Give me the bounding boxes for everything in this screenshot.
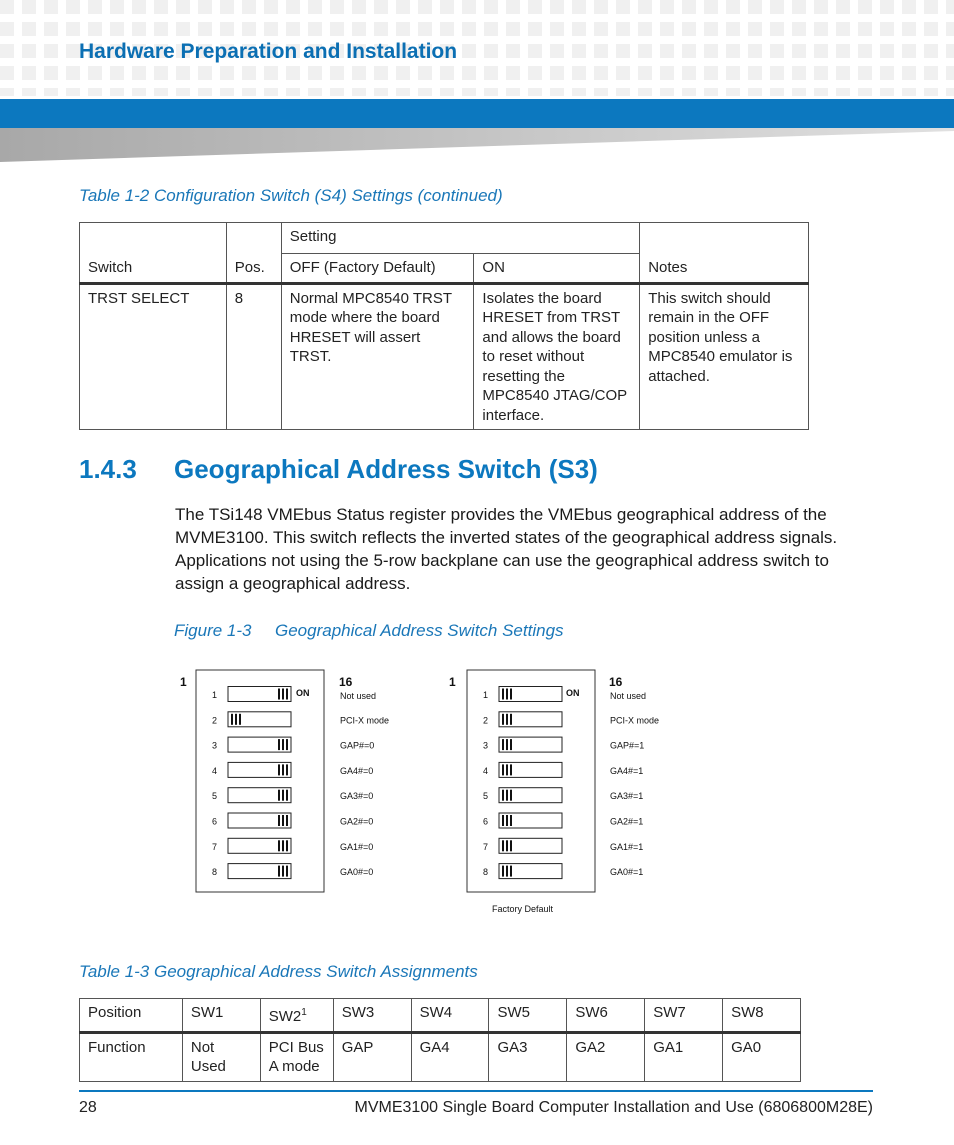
left-switch-slider[interactable] <box>228 788 291 803</box>
hdr-sw3: SW3 <box>333 999 411 1033</box>
sw2-footnote-ref[interactable]: 1 <box>301 1007 307 1018</box>
cell-sw3: GAP <box>333 1032 411 1081</box>
left-switch-number: 2 <box>212 715 218 726</box>
header-switch: Switch <box>80 223 227 284</box>
left-switch-number: 4 <box>212 765 218 776</box>
document-title: MVME3100 Single Board Computer Installation and Use (6806800M28E) <box>354 1099 873 1116</box>
right-switch-slider[interactable] <box>499 813 562 828</box>
left-switch-number: 1 <box>212 690 218 700</box>
right-switch-label: GA2#=1 <box>610 816 644 827</box>
right-switch-number: 2 <box>483 715 489 726</box>
cell-on: Isolates the board HRESET from TRST and allows the board to reset without resetting the MPC8540 JTAG/COP interface. <box>474 283 640 430</box>
right-switch-label: PCI-X mode <box>610 715 660 726</box>
cell-sw4: GA4 <box>411 1032 489 1081</box>
hdr-sw2 <box>260 999 333 1033</box>
cell-sw7: GA1 <box>645 1032 723 1081</box>
left-switch-label: Not used <box>340 691 377 701</box>
left-pin-first: 1 <box>180 675 187 689</box>
right-switch-number: 4 <box>483 765 489 776</box>
left-switch-body <box>196 670 324 892</box>
geographical-switch-figure <box>0 660 954 920</box>
header-pos: Pos. <box>226 223 281 284</box>
table-header-row <box>80 999 801 1033</box>
right-on-label: ON <box>566 688 580 698</box>
header-notes: Notes <box>640 223 809 284</box>
right-switch-label: GAP#=1 <box>610 740 645 751</box>
page-header-title: Hardware Preparation and Installation <box>79 40 458 63</box>
hdr-sw5: SW5 <box>489 999 567 1033</box>
left-switch-number: 7 <box>212 841 218 852</box>
left-pin-last: 16 <box>339 675 353 689</box>
right-switch-slider[interactable] <box>499 687 562 702</box>
right-switch-number: 6 <box>483 816 489 827</box>
hdr-sw1: SW1 <box>182 999 260 1033</box>
right-switch-slider[interactable] <box>499 712 562 727</box>
table-row <box>80 1032 801 1081</box>
right-switch-label: GA3#=1 <box>610 791 644 802</box>
right-switch-number: 8 <box>483 867 489 878</box>
header-blue-band <box>0 99 954 128</box>
left-switch-slider[interactable] <box>228 687 291 702</box>
cell-sw2: PCI Bus A mode <box>260 1032 333 1081</box>
right-switch-slider[interactable] <box>499 788 562 803</box>
footer-rule <box>79 1090 873 1092</box>
left-switch-slider[interactable] <box>228 838 291 853</box>
left-switch-slider[interactable] <box>228 712 291 727</box>
left-switch-slider[interactable] <box>228 737 291 752</box>
right-switch-number: 3 <box>483 740 489 751</box>
cell-sw8: GA0 <box>723 1032 801 1081</box>
figure-title: Geographical Address Switch Settings <box>275 621 564 640</box>
right-switch-slider[interactable] <box>499 762 562 777</box>
section-number: 1.4.3 <box>79 454 137 484</box>
left-switch-number: 6 <box>212 816 218 827</box>
table-row <box>80 283 809 430</box>
cell-switch: TRST SELECT <box>80 283 227 430</box>
right-switch-label: Not used <box>610 691 647 701</box>
cell-pos: 8 <box>226 283 281 430</box>
table-1-3 <box>79 998 801 1082</box>
header-gray-wedge <box>0 128 954 164</box>
header-setting: Setting <box>281 223 639 254</box>
right-pin-first: 1 <box>449 675 456 689</box>
right-switch-slider[interactable] <box>499 737 562 752</box>
left-switch-label: GA2#=0 <box>340 816 374 827</box>
left-switch-label: GA1#=0 <box>340 841 374 852</box>
left-on-label: ON <box>296 688 310 698</box>
hdr-sw2-label: SW2 <box>268 1008 302 1025</box>
hdr-position: Position <box>80 999 183 1033</box>
left-switch-slider[interactable] <box>228 762 291 777</box>
right-switch-label: GA4#=1 <box>610 765 644 776</box>
hdr-sw6: SW6 <box>567 999 645 1033</box>
left-switch-label: GA4#=0 <box>340 765 374 776</box>
left-switch-slider[interactable] <box>228 813 291 828</box>
header-off: OFF (Factory Default) <box>281 254 474 284</box>
right-switch-body <box>467 670 595 892</box>
left-switch-number: 8 <box>212 867 218 878</box>
left-switch-label: GA0#=0 <box>340 867 374 878</box>
section-paragraph: The TSi148 VMEbus Status register provides the VMEbus geographical address of the MVME3100. This switch reflects the inverted states of the geographical address signals. Applications not using the 5-row backplane can use the geographical address switch to assign a geographical address. <box>175 505 838 593</box>
header-on: ON <box>474 254 640 284</box>
left-switch-label: GAP#=0 <box>340 740 375 751</box>
right-factory-default-caption: Factory Default <box>492 904 554 914</box>
right-switch-label: GA1#=1 <box>610 841 644 852</box>
hdr-sw4: SW4 <box>411 999 489 1033</box>
cell-function: Function <box>80 1032 183 1081</box>
cell-sw5: GA3 <box>489 1032 567 1081</box>
left-switch-label: GA3#=0 <box>340 791 374 802</box>
section-title: Geographical Address Switch (S3) <box>174 454 598 484</box>
right-switch-slider[interactable] <box>499 864 562 879</box>
right-switch-number: 7 <box>483 841 489 852</box>
right-switch-slider[interactable] <box>499 838 562 853</box>
left-switch-slider[interactable] <box>228 864 291 879</box>
page-number: 28 <box>79 1099 97 1116</box>
figure-label: Figure 1-3 <box>174 621 252 640</box>
right-switch-number: 1 <box>483 690 489 700</box>
cell-off: Normal MPC8540 TRST mode where the board HRESET will assert TRST. <box>281 283 474 430</box>
left-switch-number: 3 <box>212 740 218 751</box>
left-switch-label: PCI-X mode <box>340 715 390 726</box>
table-1-2-caption: Table 1-2 Configuration Switch (S4) Settings (continued) <box>79 186 503 205</box>
hdr-sw8: SW8 <box>723 999 801 1033</box>
cell-sw6: GA2 <box>567 1032 645 1081</box>
hdr-sw7: SW7 <box>645 999 723 1033</box>
left-switch-number: 5 <box>212 791 218 802</box>
cell-notes: This switch should remain in the OFF position unless a MPC8540 emulator is attached. <box>640 283 809 430</box>
cell-sw1: Not Used <box>182 1032 260 1081</box>
right-switch-number: 5 <box>483 791 489 802</box>
table-1-3-caption: Table 1-3 Geographical Address Switch Assignments <box>79 962 478 981</box>
right-pin-last: 16 <box>609 675 623 689</box>
table-1-2 <box>79 222 809 430</box>
right-switch-label: GA0#=1 <box>610 867 644 878</box>
